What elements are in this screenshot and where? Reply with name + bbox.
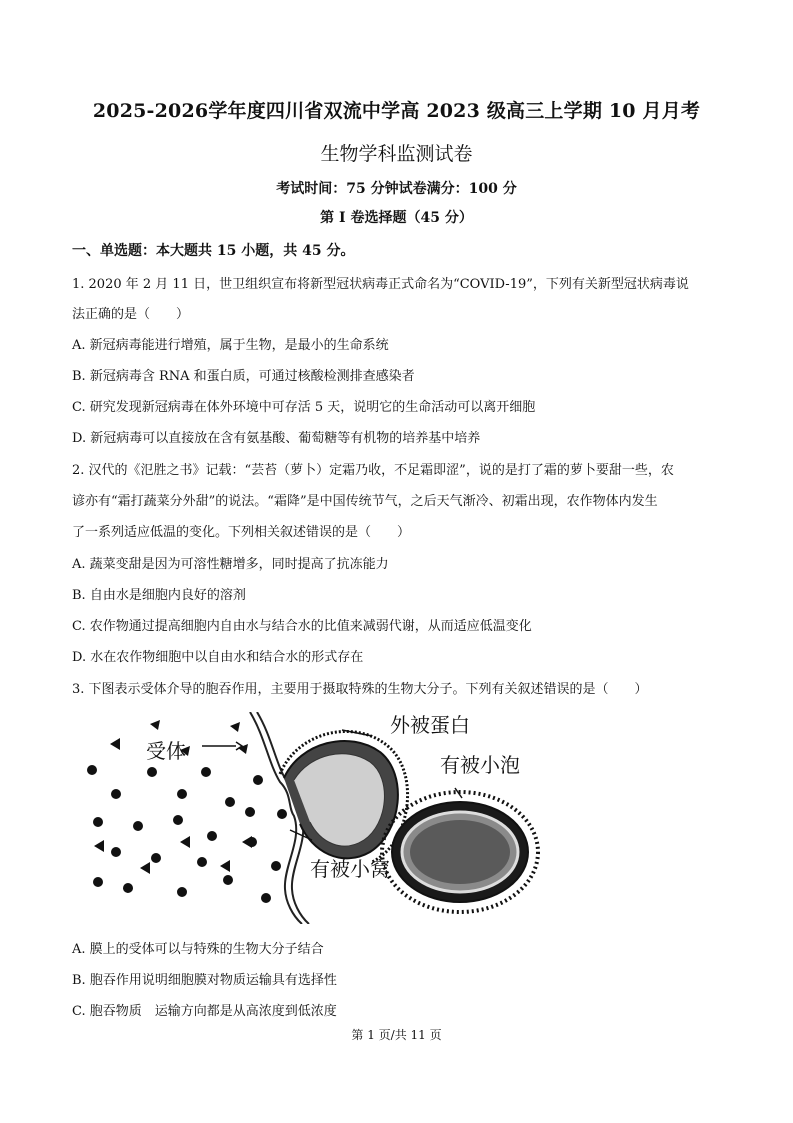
coated-vesicle-label: 有被小泡 — [440, 753, 520, 777]
coated-vesicle — [382, 792, 538, 912]
q2-option-b: B. 自由水是细胞内良好的溶剂 — [72, 588, 246, 603]
q2-option-c: C. 农作物通过提高细胞内自由水与结合水的比值来减弱代谢，从而适应低温变化 — [72, 619, 532, 634]
exam-meta: 考试时间：75 分钟试卷满分：100 分 — [276, 181, 517, 197]
endocytosis-figure — [80, 712, 540, 924]
q1-stem-line-2: 法正确的是（ ） — [72, 307, 190, 322]
exam-title: 2025-2026学年度四川省双流中学高 2023 级高三上学期 10 月月考 — [92, 100, 701, 122]
volume-heading: 第 I 卷选择题（45 分） — [320, 210, 473, 226]
receptor-label: 受体 — [146, 739, 186, 763]
coat-protein-label: 外被蛋白 — [390, 713, 470, 737]
q2-option-a: A. 蔬菜变甜是因为可溶性糖增多，同时提高了抗冻能力 — [72, 557, 389, 572]
coated-pit-label: 有被小窝 — [310, 857, 390, 881]
q2-stem-line-1: 2. 汉代的《氾胜之书》记载：“芸苔（萝卜）定霜乃收，不足霜即涩”，说的是打了霜的萝卜要甜一些，农 — [72, 463, 674, 478]
q3-option-a: A. 膜上的受体可以与特殊的生物大分子结合 — [72, 942, 324, 957]
q3-option-b: B. 胞吞作用说明细胞膜对物质运输具有选择性 — [72, 973, 337, 988]
coated-pit — [280, 731, 408, 862]
q1-stem-line-1: 1. 2020 年 2 月 11 日，世卫组织宣布将新型冠状病毒正式命名为“COVID-19”，下列有关新型冠状病毒说 — [72, 277, 689, 292]
exam-subtitle: 生物学科监测试卷 — [320, 143, 473, 165]
section-heading: 一、单选题：本大题共 15 小题，共 45 分。 — [72, 243, 355, 259]
q3-option-c: C. 胞吞物质 运输方向都是从高浓度到低浓度 — [72, 1004, 337, 1019]
page-footer: 第 1 页/共 11 页 — [351, 1028, 442, 1042]
q1-option-d: D. 新冠病毒可以直接放在含有氨基酸、葡萄糖等有机物的培养基中培养 — [72, 431, 481, 446]
q2-option-d: D. 水在农作物细胞中以自由水和结合水的形式存在 — [72, 650, 364, 665]
q2-stem-line-3: 了一系列适应低温的变化。下列相关叙述错误的是（ ） — [72, 525, 411, 540]
q1-option-b: B. 新冠病毒含 RNA 和蛋白质，可通过核酸检测排查感染者 — [72, 369, 415, 384]
q3-stem-line-1: 3. 下图表示受体介导的胞吞作用，主要用于摄取特殊的生物大分子。下列有关叙述错误的是（ ） — [72, 682, 648, 697]
q2-stem-line-2: 谚亦有“霜打蔬菜分外甜”的说法。“霜降”是中国传统节气，之后天气渐冷、初霜出现，农作物体内发生 — [72, 494, 658, 509]
q1-option-a: A. 新冠病毒能进行增殖，属于生物，是最小的生命系统 — [72, 338, 389, 353]
q1-option-c: C. 研究发现新冠病毒在体外环境中可存活 5 天，说明它的生命活动可以离开细胞 — [72, 400, 536, 415]
macromolecule-dots — [87, 765, 287, 903]
endocytosis-diagram — [80, 712, 540, 924]
